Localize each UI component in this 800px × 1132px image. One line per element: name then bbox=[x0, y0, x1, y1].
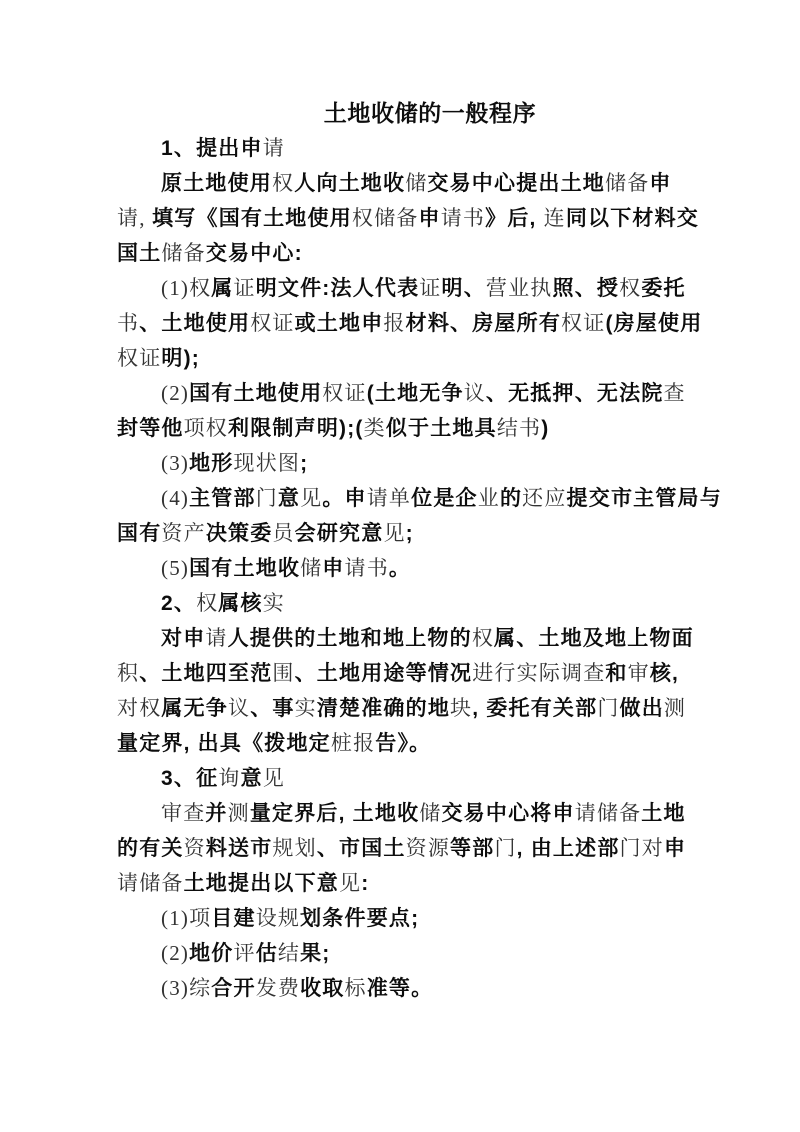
text-segment: 明文件:法人代表 bbox=[255, 277, 420, 300]
text-segment: , 委托有关部 bbox=[472, 697, 598, 720]
text-segment: 储 bbox=[300, 556, 323, 580]
text-segment: 请 bbox=[205, 626, 228, 650]
text-segment: 对权 bbox=[117, 696, 162, 720]
text-segment: 会研究意 bbox=[294, 522, 384, 545]
text-segment: 属、土地及地上物面 bbox=[494, 627, 694, 650]
text-segment: 书 bbox=[117, 311, 140, 335]
text-segment: (房屋使用 bbox=[605, 312, 703, 335]
text-segment: 项权 bbox=[183, 416, 229, 440]
text-segment: 审查 bbox=[161, 801, 206, 825]
text-segment: 位是企 bbox=[411, 487, 478, 510]
text-segment: 国有土地收 bbox=[189, 557, 301, 580]
text-segment: 请单 bbox=[366, 486, 412, 510]
text-segment: ) bbox=[541, 417, 550, 440]
text-line bbox=[117, 866, 663, 901]
text-segment: 见 bbox=[300, 486, 323, 510]
text-segment: 测 bbox=[227, 801, 250, 825]
text-line bbox=[117, 831, 687, 866]
text-segment: 请储备 bbox=[574, 801, 642, 825]
text-segment: 审 bbox=[627, 661, 650, 685]
text-segment: 申 bbox=[418, 207, 441, 230]
text-segment: 原土地使用 bbox=[161, 172, 272, 195]
text-segment: 清楚准确的地 bbox=[316, 697, 451, 720]
text-segment: 报 bbox=[383, 311, 406, 335]
text-segment: 权 bbox=[196, 591, 219, 615]
text-segment: 、土地用途等情况 bbox=[294, 662, 473, 685]
text-line bbox=[117, 306, 703, 341]
text-segment: (4) bbox=[161, 486, 190, 510]
document-body bbox=[117, 131, 722, 1006]
text-segment: 、无抵押、无法院 bbox=[485, 382, 664, 405]
text-segment: 请 bbox=[262, 136, 285, 160]
text-segment: 实 bbox=[294, 696, 317, 720]
text-segment: 交易中心将申 bbox=[441, 802, 575, 825]
text-segment: 人提供的土地和地上物的 bbox=[227, 627, 472, 650]
text-segment: 意 bbox=[240, 767, 263, 790]
text-line bbox=[117, 341, 663, 376]
text-line bbox=[117, 411, 663, 446]
text-segment: 见 bbox=[383, 521, 406, 545]
text-segment: (3) bbox=[161, 451, 190, 475]
text-segment: 土地提出以下意 bbox=[183, 872, 340, 895]
text-segment: (2) bbox=[161, 941, 190, 965]
text-segment: 员 bbox=[272, 521, 295, 545]
text-segment: 填写《国有土地使用 bbox=[152, 207, 352, 230]
text-segment: 储 bbox=[405, 171, 428, 195]
text-segment: 果; bbox=[300, 942, 331, 965]
text-segment: 。申 bbox=[322, 487, 367, 510]
text-segment: 量定界后, 土地收 bbox=[249, 802, 420, 825]
text-segment: , 由上述部 bbox=[516, 837, 620, 860]
text-segment: 等部 bbox=[450, 837, 495, 860]
text-line bbox=[117, 901, 663, 936]
text-segment: 国有土地使用 bbox=[189, 382, 323, 405]
text-segment: 权证 bbox=[561, 311, 606, 335]
text-segment: (1)权 bbox=[161, 276, 212, 300]
text-segment: 交易中心: bbox=[205, 242, 303, 265]
text-segment: 类 bbox=[363, 416, 386, 440]
text-segment: 做出 bbox=[619, 697, 664, 720]
text-segment: 、市国土 bbox=[316, 837, 406, 860]
text-segment: 设规 bbox=[255, 906, 301, 930]
text-segment: 发费 bbox=[255, 976, 301, 1000]
text-segment: 量定界, 出具《拨地定 bbox=[117, 732, 331, 755]
text-segment: 1、提出申 bbox=[161, 137, 263, 160]
text-line bbox=[117, 131, 663, 166]
text-segment: 结 bbox=[277, 941, 301, 965]
text-segment: 料送市 bbox=[205, 837, 273, 860]
text-segment: 规划 bbox=[272, 836, 317, 860]
text-segment: 封等他 bbox=[117, 417, 184, 440]
text-segment: 门 bbox=[494, 836, 517, 860]
text-segment: 资产 bbox=[161, 521, 206, 545]
text-segment: 权证 bbox=[250, 311, 295, 335]
text-segment: 实 bbox=[262, 591, 285, 615]
text-segment: 储备 bbox=[161, 241, 206, 265]
text-segment: 国有 bbox=[117, 522, 162, 545]
text-segment: 目建 bbox=[211, 907, 256, 930]
text-segment: : bbox=[361, 872, 370, 895]
text-line bbox=[117, 481, 722, 516]
text-segment: 的有关 bbox=[117, 837, 184, 860]
text-line bbox=[117, 761, 663, 796]
text-segment: 材料、房屋所有 bbox=[405, 312, 562, 335]
text-line bbox=[117, 586, 663, 621]
text-segment: 划条件要点; bbox=[300, 907, 420, 930]
text-segment: 人向土地收 bbox=[294, 172, 406, 195]
text-segment: 见 bbox=[262, 766, 285, 790]
text-segment: 请储备 bbox=[117, 871, 184, 895]
text-segment: 权 bbox=[471, 626, 495, 650]
text-segment: 对申 bbox=[161, 627, 206, 650]
text-segment: (1)项 bbox=[161, 906, 212, 930]
text-segment: (土地无争 bbox=[366, 382, 464, 405]
text-segment: 申 bbox=[663, 837, 687, 860]
text-line bbox=[117, 796, 686, 831]
document-text-block bbox=[117, 96, 722, 1006]
text-line bbox=[117, 201, 700, 236]
text-segment: 并 bbox=[205, 802, 228, 825]
text-segment: 还应 bbox=[522, 486, 567, 510]
text-segment: 桩报 bbox=[330, 731, 376, 755]
text-segment: 积 bbox=[117, 661, 140, 685]
text-segment: 议 bbox=[228, 696, 251, 720]
text-segment: 同以下材料交 bbox=[565, 207, 700, 230]
text-segment: 议 bbox=[463, 381, 486, 405]
text-segment: 结书 bbox=[496, 416, 542, 440]
text-segment: 意 bbox=[277, 487, 301, 510]
text-segment: 权证 bbox=[117, 346, 162, 370]
text-segment: 属无争 bbox=[161, 697, 229, 720]
text-line bbox=[117, 236, 663, 271]
text-line bbox=[117, 656, 680, 691]
text-line bbox=[117, 691, 687, 726]
text-segment: 申 bbox=[322, 557, 345, 580]
text-segment: 标 bbox=[344, 976, 367, 1000]
text-segment: 块 bbox=[450, 696, 473, 720]
text-segment: 请书 bbox=[440, 206, 486, 230]
text-segment: 门对 bbox=[619, 836, 664, 860]
text-segment: 、土地四至范 bbox=[139, 662, 273, 685]
text-segment: 申 bbox=[649, 172, 672, 195]
text-segment: 连 bbox=[543, 206, 566, 230]
text-segment: 告》。 bbox=[375, 732, 432, 755]
text-segment: 门 bbox=[597, 696, 620, 720]
text-line bbox=[117, 971, 663, 1006]
text-segment: 主管部 bbox=[189, 487, 256, 510]
text-segment: 现状图 bbox=[233, 451, 301, 475]
text-line bbox=[117, 271, 686, 306]
text-segment: 明); bbox=[161, 347, 200, 370]
text-segment: 、土地使用 bbox=[139, 312, 251, 335]
text-line bbox=[117, 376, 686, 411]
text-segment: 储备 bbox=[605, 171, 650, 195]
text-segment: 属核 bbox=[218, 592, 263, 615]
text-segment: 决策委 bbox=[205, 522, 273, 545]
text-segment: 3、征 bbox=[161, 767, 219, 790]
text-line bbox=[117, 516, 663, 551]
text-segment: 进行实际调查 bbox=[472, 661, 606, 685]
text-segment: 请, bbox=[117, 206, 153, 230]
text-segment: 资源 bbox=[405, 836, 451, 860]
text-segment: 提交市主管局与 bbox=[566, 487, 722, 510]
text-segment: 营业执 bbox=[485, 276, 553, 300]
text-segment: 准等。 bbox=[366, 977, 434, 1000]
text-segment: 明、 bbox=[441, 277, 486, 300]
text-line bbox=[117, 726, 663, 761]
text-segment: 证 bbox=[419, 276, 442, 300]
text-segment: 或土地申 bbox=[294, 312, 384, 335]
text-segment: 。 bbox=[388, 557, 412, 580]
text-segment: 评 bbox=[233, 941, 256, 965]
text-line bbox=[117, 446, 663, 481]
text-segment: 证 bbox=[233, 276, 256, 300]
text-segment: 询 bbox=[218, 766, 241, 790]
text-segment: 权储备 bbox=[351, 206, 419, 230]
text-segment: 权 bbox=[619, 276, 642, 300]
text-segment: 业 bbox=[477, 486, 500, 510]
text-line bbox=[117, 166, 672, 201]
text-segment: 估 bbox=[255, 942, 278, 965]
text-segment: 照、授 bbox=[552, 277, 620, 300]
text-line bbox=[117, 551, 663, 586]
text-segment: 、事 bbox=[250, 697, 295, 720]
text-segment: 利限制声明);( bbox=[228, 417, 364, 440]
text-segment: 权证 bbox=[322, 381, 367, 405]
text-segment: 属 bbox=[211, 277, 234, 300]
text-segment: 委托 bbox=[641, 277, 686, 300]
text-segment: 核, bbox=[649, 662, 680, 685]
text-segment: ; bbox=[405, 522, 414, 545]
text-segment: 测 bbox=[663, 696, 687, 720]
text-segment: 土地 bbox=[641, 802, 686, 825]
text-segment: 地形 bbox=[189, 452, 234, 475]
text-segment: 查 bbox=[663, 381, 686, 405]
text-segment: 和 bbox=[605, 662, 628, 685]
text-segment: 资 bbox=[183, 836, 206, 860]
text-segment: 权 bbox=[272, 171, 295, 195]
text-segment: 见 bbox=[339, 871, 362, 895]
text-segment: 围 bbox=[272, 661, 295, 685]
text-segment: 2、 bbox=[161, 592, 197, 615]
text-segment: 交易中心提出土地 bbox=[427, 172, 606, 195]
text-segment: 合开 bbox=[211, 977, 256, 1000]
text-segment: 的 bbox=[499, 487, 523, 510]
text-segment: 似于土地具 bbox=[385, 417, 497, 440]
text-segment: ; bbox=[300, 452, 309, 475]
text-segment: 》后, bbox=[485, 207, 544, 230]
text-segment: (2) bbox=[161, 381, 190, 405]
text-segment: (5) bbox=[161, 556, 190, 580]
text-line bbox=[117, 621, 694, 656]
text-segment: (3)综 bbox=[161, 976, 212, 1000]
text-line bbox=[117, 936, 663, 971]
text-segment: 请书 bbox=[344, 556, 389, 580]
document-title: 土地收储的一般程序 bbox=[323, 100, 537, 126]
text-segment: 门 bbox=[255, 486, 278, 510]
text-segment: 收取 bbox=[300, 977, 345, 1000]
text-segment: 地价 bbox=[189, 942, 234, 965]
text-segment: 储 bbox=[419, 801, 442, 825]
text-segment: 国土 bbox=[117, 242, 162, 265]
